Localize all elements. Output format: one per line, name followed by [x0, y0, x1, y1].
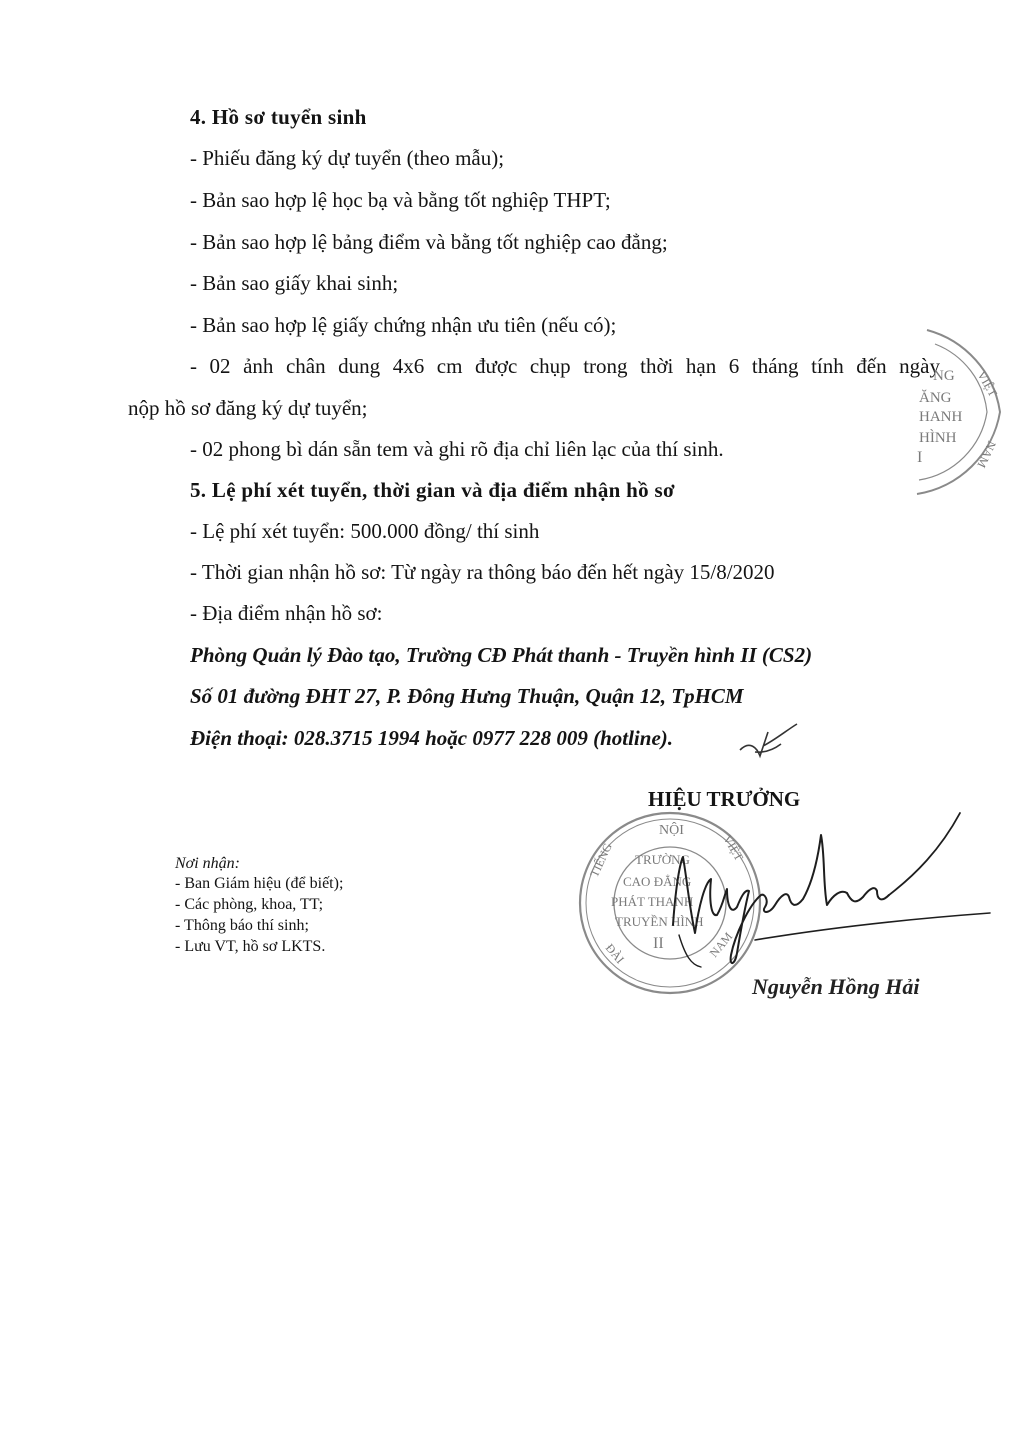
stamp-text: NAM	[706, 929, 736, 960]
recipient-item: - Thông báo thí sinh;	[175, 917, 309, 934]
section-5-heading: 5. Lệ phí xét tuyển, thời gian và địa điểm nhận hồ sơ	[190, 478, 675, 502]
recipient-item: - Lưu VT, hồ sơ LKTS.	[175, 938, 326, 955]
list-item-continuation: nộp hồ sơ đăng ký dự tuyển;	[128, 396, 368, 420]
place-label: - Địa điểm nhận hồ sơ:	[190, 601, 383, 625]
stamp-text: VIỆT	[974, 368, 1001, 400]
initial-mark-icon	[735, 720, 805, 760]
list-item: - 02 ảnh chân dung 4x6 cm được chụp trong thời hạn 6 tháng tính đến ngày	[190, 354, 940, 378]
side-stamp-icon	[905, 322, 1024, 512]
list-item: - Bản sao hợp lệ giấy chứng nhận ưu tiên (nếu có);	[190, 313, 617, 337]
address-line: Số 01 đường ĐHT 27, P. Đông Hưng Thuận, Quận 12, TpHCM	[190, 684, 744, 708]
list-item: - Phiếu đăng ký dự tuyển (theo mẫu);	[190, 146, 505, 170]
stamp-text: II	[653, 935, 664, 952]
list-item: - Bản sao hợp lệ bảng điểm và bằng tốt nghiệp cao đẳng;	[190, 230, 668, 254]
stamp-text: I	[917, 449, 923, 466]
signature-title: HIỆU TRƯỞNG	[648, 787, 801, 811]
stamp-text: TRUYỀN HÌNH	[615, 914, 704, 929]
stamp-text: TIẾNG	[587, 840, 615, 880]
stamp-text: HANH	[919, 409, 963, 425]
stamp-text: ĐÀI	[602, 940, 628, 967]
stamp-text: ĂNG	[919, 390, 952, 406]
recipient-item: - Ban Giám hiệu (để biết);	[175, 875, 344, 892]
list-item: - 02 phong bì dán sẵn tem và ghi rõ địa chỉ liên lạc của thí sinh.	[190, 437, 724, 461]
signer-name: Nguyễn Hồng Hải	[752, 974, 920, 999]
stamp-text: CAO ĐẲNG	[623, 874, 692, 889]
stamp-text: HÌNH	[919, 430, 957, 446]
section-4-heading: 4. Hồ sơ tuyển sinh	[190, 105, 367, 129]
stamp-text: NG	[933, 368, 955, 384]
stamp-text: NỘI	[659, 823, 684, 838]
stamp-text: VIỆT	[720, 832, 747, 864]
stamp-text: TRƯỜNG	[635, 852, 690, 867]
list-item: - Bản sao giấy khai sinh;	[190, 271, 399, 295]
recipient-item: - Các phòng, khoa, TT;	[175, 896, 324, 913]
stamp-text: PHÁT THANH	[611, 894, 694, 909]
list-item: - Bản sao hợp lệ học bạ và bằng tốt nghiệp THPT;	[190, 188, 611, 212]
handwritten-signature	[665, 805, 995, 975]
office-line: Phòng Quản lý Đào tạo, Trường CĐ Phát thanh - Truyền hình II (CS2)	[190, 643, 813, 667]
stamp-text: NAM	[974, 438, 999, 471]
recipients-title: Nơi nhận:	[175, 855, 240, 872]
time-line: - Thời gian nhận hồ sơ: Từ ngày ra thông báo đến hết ngày 15/8/2020	[190, 560, 775, 584]
phone-line: Điện thoại: 028.3715 1994 hoặc 0977 228 009 (hotline).	[190, 726, 674, 750]
fee-line: - Lệ phí xét tuyển: 500.000 đồng/ thí sinh	[190, 519, 540, 543]
